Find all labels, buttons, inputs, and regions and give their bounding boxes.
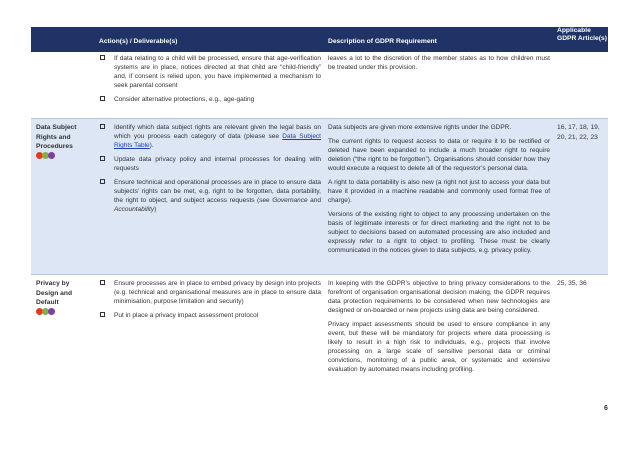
table-header (31, 27, 608, 52)
articles-cell: 25, 35, 36 (557, 280, 587, 287)
header-action: Action(s) / Deliverable(s) (99, 38, 178, 45)
checkbox[interactable] (100, 312, 105, 317)
description-cell: Data subjects are given more extensive rights under the GDPR. The current rights to request access to data or require it to be rectified or deleted have been expanded to include a much broader right to require deletion (“the right to be forgotten”). Organisations should consider how they would execute a request to delete all of the requestor’s personal data. A right to data portability is also new (a right not just to access your data but have it provided in a machine readable and commonly used format free of charge). Versions of the existing right to object to any processing undertaken on the basis of legitimate interests or for direct marketing and the right not to be subject to decisions based on automated processing are also included and expressly refer to a right to object to profiling. These must be clearly communicated in the notices given to data subjects, e.g. privacy policy. (328, 124, 550, 254)
page-number: 6 (604, 405, 608, 412)
actions-cell (99, 279, 321, 325)
action-item: Ensure technical and operational processes are in place to ensure data subjects’ rights can be met, e.g. right to be forgotten, data portability, the right to object, and subject access requests (see Governance and Accountability) (99, 178, 321, 214)
category-dots (36, 152, 54, 159)
checkbox[interactable] (100, 96, 105, 101)
data-subject-rights-table-link[interactable]: Data Subject Rights Table (114, 133, 321, 149)
checkbox[interactable] (100, 280, 105, 285)
action-item: Identify which data subject rights are relevant given the legal basis on which you process each category of data (please see Data Subject Rights Table). (99, 123, 321, 150)
table-row (31, 52, 608, 116)
description-cell: In keeping with the GDPR’s objective to bring privacy considerations to the forefront of organisation organisational decision making, the GDPR requires data protection requirements to be considered when new technologies are designed or on-boarded or new projects using data are being considered. Privacy impact assessments should be used to ensure compliance in any event, but these will be mandatory for projects where data processing is likely to result in a high risk to individuals, e.g., projects that involve processing on a large scale of sensitive personal data or criminal convictions, monitoring of a public area, or systematic and extensive evaluation by automated means including profiling. (328, 280, 550, 373)
table-row (31, 119, 608, 274)
checkbox[interactable] (100, 55, 105, 60)
action-item: Put in place a privacy impact assessment protocol (99, 311, 321, 320)
action-item: Ensure processes are in place to embed privacy by design into projects (e.g. technical and organisational measures are in place to ensure data minimisation, purpose limitation and security) (99, 279, 321, 306)
category-dots (36, 308, 54, 315)
purple-dot-icon (48, 152, 55, 159)
checkbox[interactable] (100, 124, 105, 129)
action-item: Update data privacy policy and internal processes for dealing with requests (99, 155, 321, 173)
header-articles: Applicable GDPR Article(s) (557, 27, 607, 42)
row-title: Data Subject Rights and Procedures (36, 124, 77, 150)
description-cell: leaves a lot to the discretion of the member states as to how children must be treated under this provision. (328, 55, 550, 71)
table-row (31, 275, 608, 400)
header-description: Description of GDPR Requirement (328, 38, 437, 45)
action-item: If data relating to a child will be processed, ensure that age-verification systems are in place, notices directed at that child are “child-friendly” and, if consent is relied upon, you have implemented a mechanism to seek parental consent (99, 54, 321, 90)
action-item: Consider alternative protections, e.g., age-gating (99, 95, 321, 104)
gdpr-table (31, 27, 608, 400)
checkbox[interactable] (100, 179, 105, 184)
checkbox[interactable] (100, 156, 105, 161)
actions-cell (99, 123, 321, 219)
row-title: Privacy by Design and Default (36, 280, 73, 306)
articles-cell: 16, 17, 18, 19, 20, 21, 22, 23 (557, 124, 600, 141)
purple-dot-icon (48, 308, 55, 315)
actions-cell (99, 54, 321, 109)
